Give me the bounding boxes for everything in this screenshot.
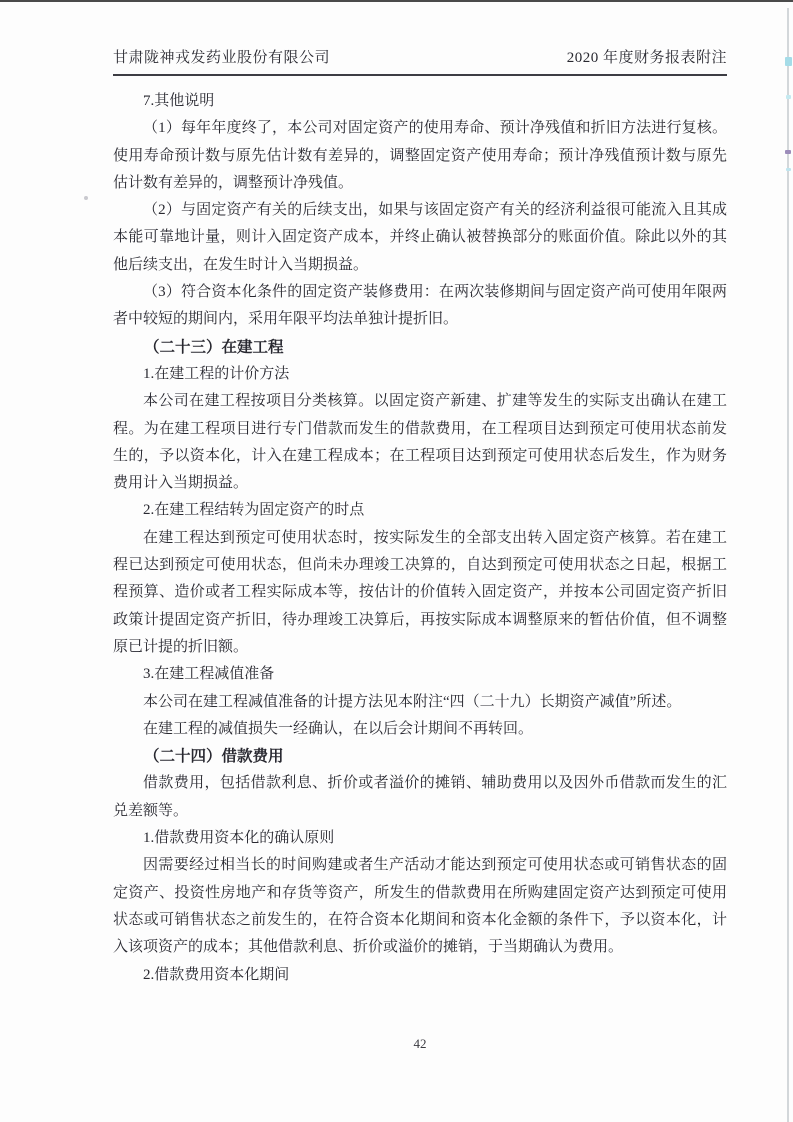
paragraph: （1）每年年度终了，本公司对固定资产的使用寿命、预计净残值和折旧方法进行复核。使用寿命预计数与原先估计数有差异的，调整固定资产使用寿命；预计净残值预计数与原先估计数有差异的，调整预计净残值。 — [113, 120, 727, 191]
scan-artifact-speck — [785, 57, 792, 66]
subheading-valuation-method: 1.在建工程的计价方法 — [143, 365, 290, 382]
subheading-transfer-timing: 2.在建工程结转为固定资产的时点 — [143, 502, 365, 519]
scan-artifact-speck — [84, 196, 88, 200]
subheading-capitalization-principle: 1.借款费用资本化的确认原则 — [143, 830, 335, 847]
page-number: 42 — [413, 1036, 427, 1051]
paragraph: （3）符合资本化条件的固定资产装修费用：在两次装修期间与固定资产尚可使用年限两者中较短的期间内，采用年限平均法单独计提折旧。 — [113, 284, 727, 328]
paragraph: 在建工程达到预定可使用状态时，按实际发生的全部支出转入固定资产核算。若在建工程已达到预定可使用状态，但尚未办理竣工决算的，自达到预定可使用状态之日起，根据工程预算、造价或者工程实际成本等，按估计的价值转入固定资产，并按本公司固定资产折旧政策计提固定资产折旧，待办理竣工决算后，再按实际成本调整原来的暂估价值，但不调整原已计提的折旧额。 — [113, 529, 727, 655]
scan-artifact-top-edge — [0, 0, 793, 2]
scan-artifact-speck — [786, 95, 791, 99]
header-company-name: 甘肃陇神戎发药业股份有限公司 — [113, 50, 331, 66]
paragraph: （2）与固定资产有关的后续支出，如果与该固定资产有关的经济利益很可能流入且其成本能可靠地计量，则计入固定资产成本，并终止确认被替换部分的账面价值。除此以外的其他后续支出，在发生时计入当期损益。 — [113, 202, 727, 273]
scan-artifact-speck — [786, 168, 791, 171]
paragraph: 因需要经过相当长的时间购建或者生产活动才能达到预定可使用状态或可销售状态的固定资产、投资性房地产和存货等资产，所发生的借款费用在所购建固定资产达到预定可使用状态或可销售状态之前发生的，在符合资本化期间和资本化金额的条件下，予以资本化，计入该项资产的成本；其他借款利息、折价或溢价的摊销，于当期确认为费用。 — [113, 857, 727, 956]
document-body — [113, 88, 727, 989]
subheading-capitalization-period: 2.借款费用资本化期间 — [143, 966, 290, 983]
subheading-other-notes: 7.其他说明 — [143, 93, 215, 109]
scan-artifact-speck — [785, 150, 791, 154]
paragraph: 借款费用，包括借款利息、折价或者溢价的摊销、辅助费用以及因外币借款而发生的汇兑差额等。 — [113, 775, 727, 819]
paragraph: 本公司在建工程减值准备的计提方法见本附注“四（二十九）长期资产减值”所述。 — [143, 693, 682, 710]
section-heading-construction: （二十三）在建工程 — [144, 338, 284, 356]
subheading-impairment-provision: 3.在建工程减值准备 — [143, 666, 275, 683]
paragraph: 本公司在建工程按项目分类核算。以固定资产新建、扩建等发生的实际支出确认在建工程。为在建工程项目进行专门借款而发生的借款费用，在工程项目达到预定可使用状态前发生的，予以资本化，计入在建工程成本；在工程项目达到预定可使用状态后发生，作为财务费用计入当期损益。 — [113, 393, 727, 492]
header-doc-title: 2020 年度财务报表附注 — [566, 50, 727, 66]
scan-artifact-right-edge-line — [787, 8, 789, 1122]
section-heading-borrowing-costs: （二十四）借款费用 — [144, 748, 284, 766]
page-header — [113, 46, 727, 76]
paragraph: 在建工程的减值损失一经确认，在以后会计期间不再转回。 — [143, 720, 534, 737]
